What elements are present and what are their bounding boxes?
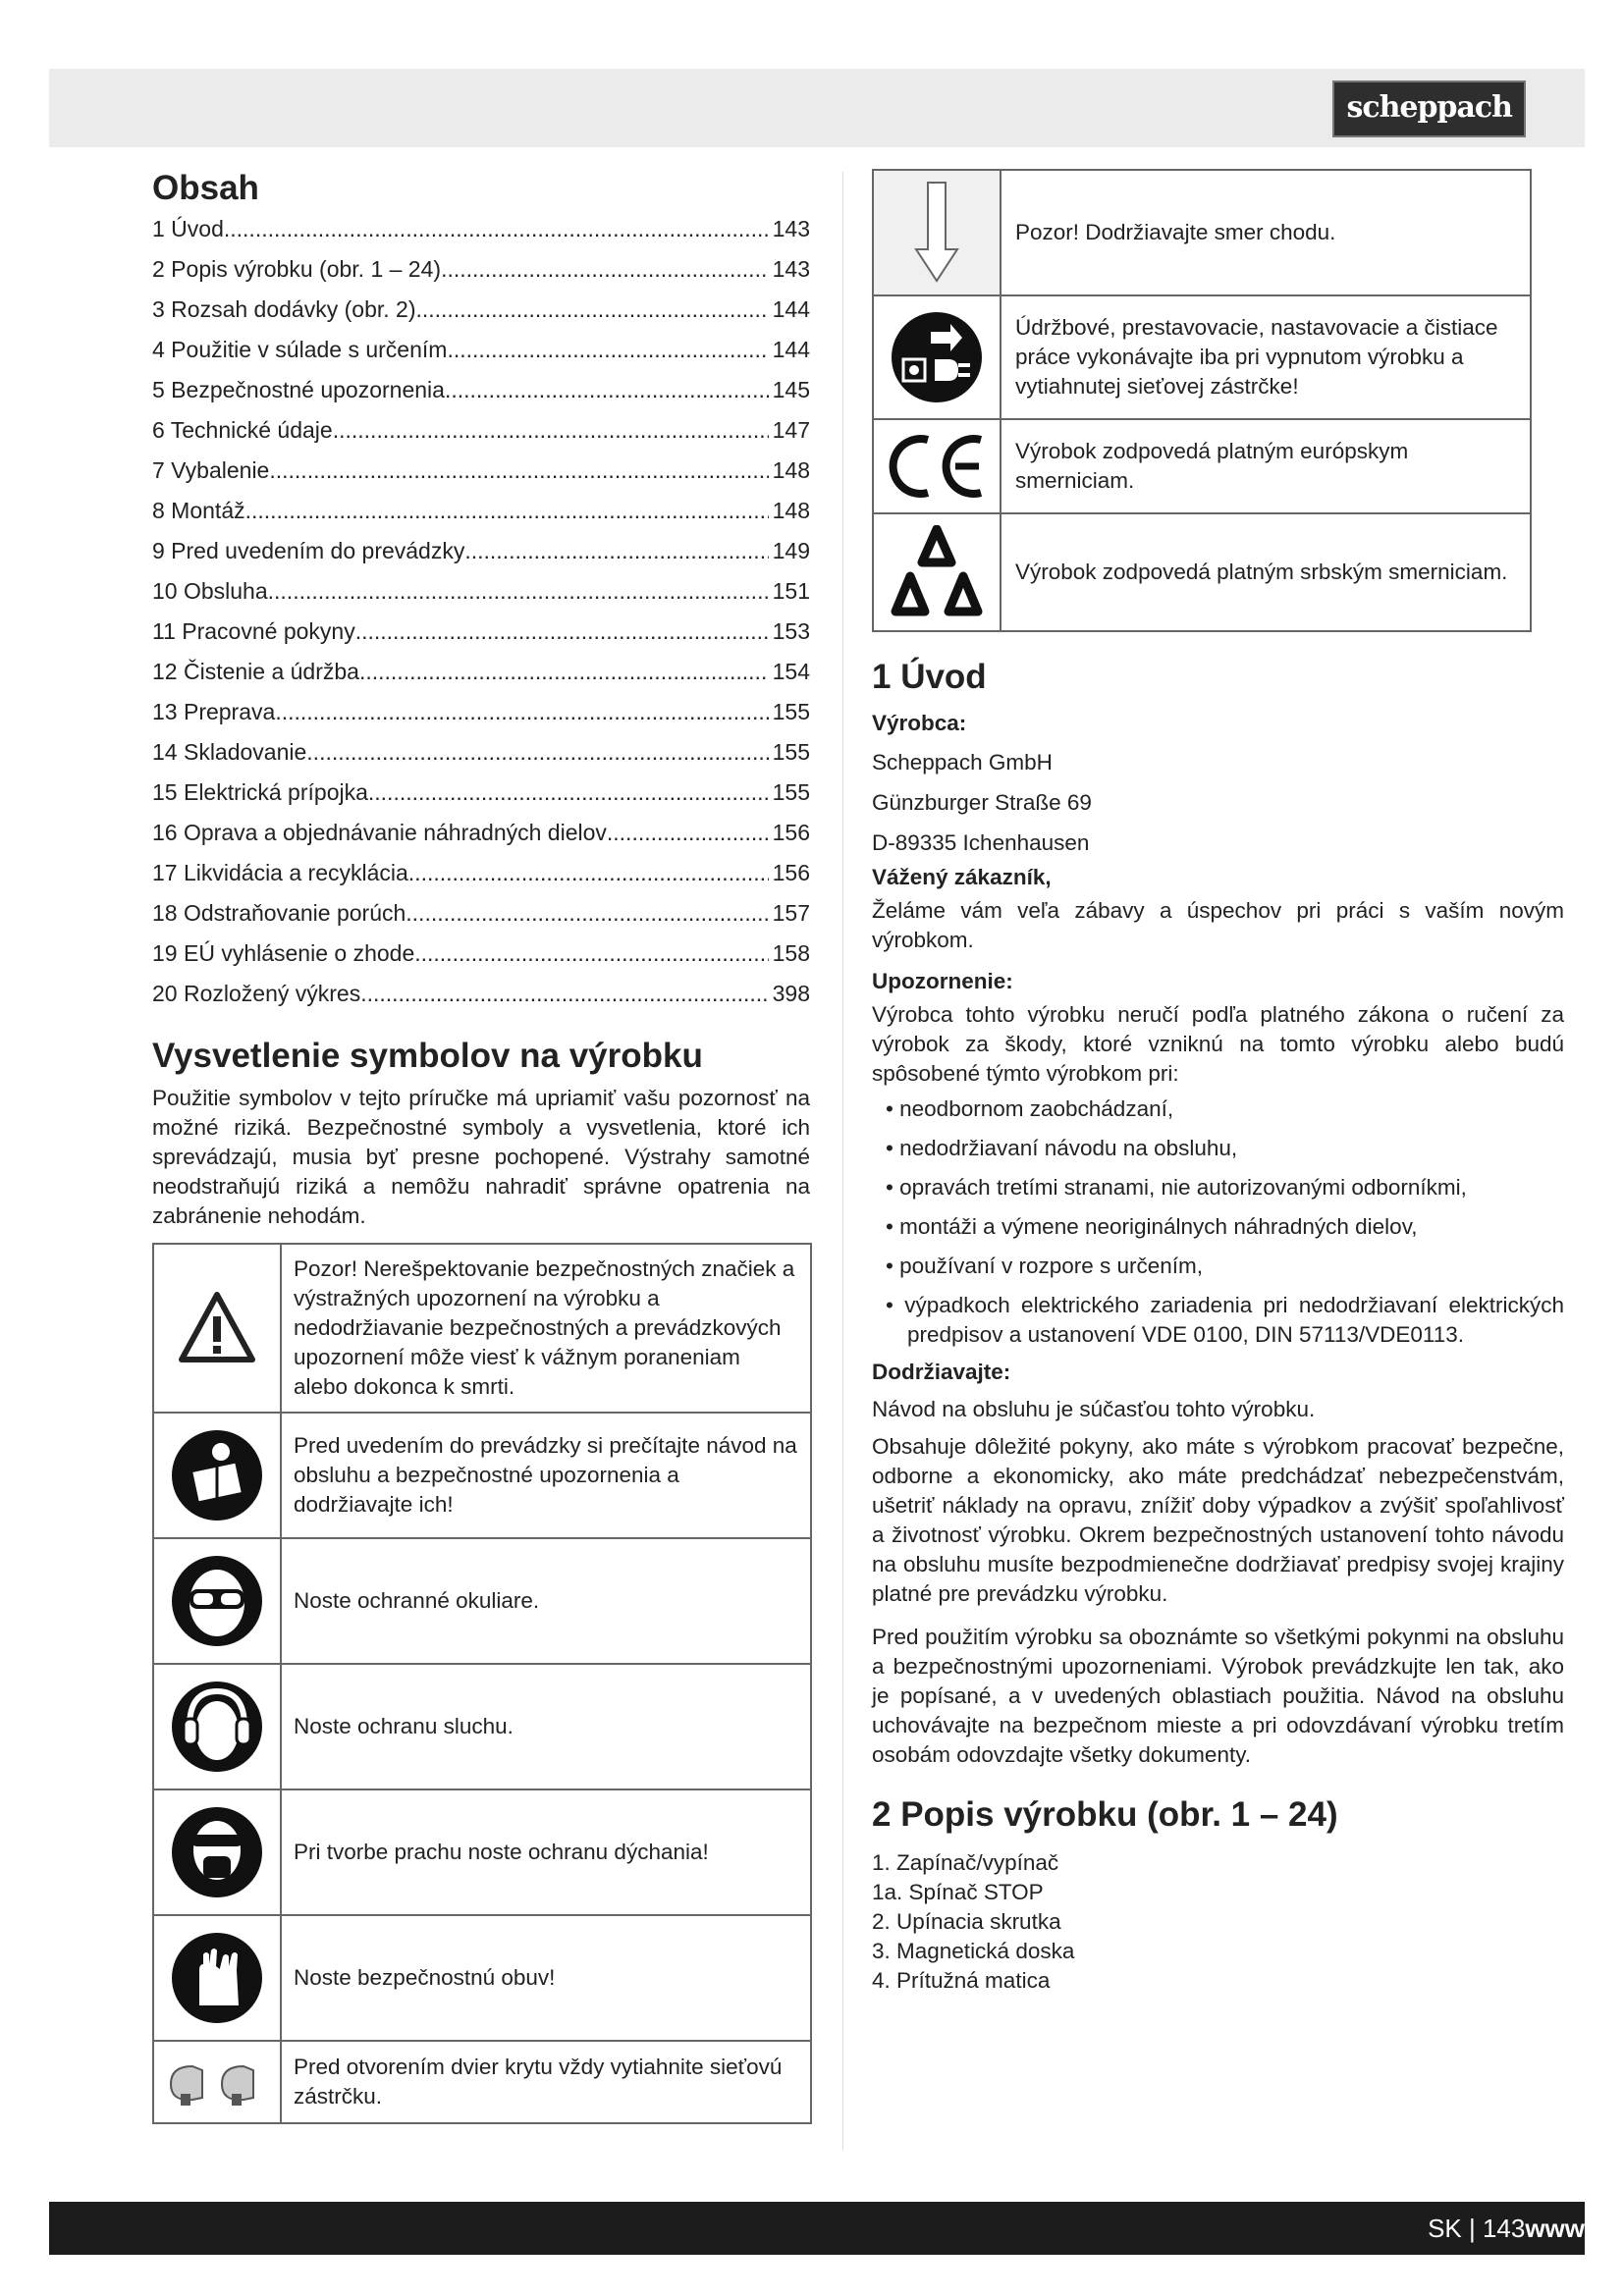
toc-item[interactable] [152,940,810,981]
symbol-text: Noste ochranné okuliare. [281,1538,811,1664]
toc-leader-dots [268,578,769,605]
toc-leader-dots [275,699,768,725]
toc-item-page: 145 [772,377,810,402]
manufacturer-name: Scheppach GmbH [872,750,1053,774]
symbol-text: Údržbové, prestavovacie, nastavovacie a čistiace práce vykonávajte iba pri vypnutom výrobku a vytiahnutej sieťovej zástrčke! [1001,295,1531,419]
scheppach-logo: scheppach [1332,80,1526,137]
toc-title: Obsah [152,169,259,207]
toc-item-page: 157 [772,900,810,926]
list-item: 4. Prítužná matica [872,1968,1051,1993]
header-bar [49,69,1585,147]
toc-item-title: 20 Rozložený výkres [152,981,361,1006]
column-divider [842,172,843,2150]
toc-item-title: 6 Technické údaje [152,417,333,443]
symbols-table-right [872,169,1532,632]
toc-item[interactable] [152,538,810,578]
toc-item[interactable] [152,739,810,779]
toc-item[interactable] [152,900,810,940]
toc-item-page: 151 [772,578,810,604]
toc-leader-dots [368,779,769,806]
toc-item-page: 156 [772,820,810,845]
toc-item-title: 9 Pred uvedením do prevádzky [152,538,465,563]
read-manual-icon [153,1413,281,1538]
toc-leader-dots [333,417,769,444]
toc-item[interactable] [152,417,810,457]
symbol-row [873,419,1531,513]
toc-item-page: 149 [772,538,810,563]
toc-leader-dots [447,337,768,363]
list-item: • používaní v rozpore s určením, [872,1252,1564,1281]
toc-item[interactable] [152,216,810,256]
toc-item[interactable] [152,457,810,498]
toc-item[interactable] [152,618,810,659]
observe-paragraph-2: Obsahuje dôležité pokyny, ako máte s výrobkom pracovať bezpečne, odborne a ekonomicky, ako máte predchádzať nebezpečenstvám, ušetriť náklady na opravu, znížiť doby výpadkov a zvýšiť spoľahlivosť a životnosť výrobku. Okrem bezpečnostných ustanovení tohto návodu na obsluhu musíte bezpodmienečne dodržiavať predpisy svojej krajiny platné pre prevádzku výrobku. [872,1434,1564,1606]
symbol-text: Pozor! Dodržiavajte smer chodu. [1001,170,1531,295]
symbol-text: Pozor! Nerešpektovanie bezpečnostných značiek a výstražných upozornení na výrobku a nedodržiavanie bezpečnostných a prevádzkových upozornení môže viesť k vážnym poraneniam alebo dokonca k smrti. [281,1244,811,1413]
page-number [1428,2214,1585,2244]
symbol-text: Výrobok zodpovedá platným srbským smerniciam. [1001,513,1531,631]
toc-item-page: 148 [772,457,810,483]
symbol-row [153,1915,811,2041]
symbols-table [152,1243,812,2124]
toc-item-page: 143 [772,216,810,241]
toc-item-page: 155 [772,699,810,724]
toc-item-page: 155 [772,739,810,765]
toc-item-page: 155 [772,779,810,805]
toc-item-title: 16 Oprava a objednávanie náhradných dielov [152,820,607,845]
toc-item-title: 10 Obsluha [152,578,268,604]
symbol-text: Pred otvorením dvier krytu vždy vytiahnite sieťovú zástrčku. [281,2041,811,2123]
toc-item-page: 153 [772,618,810,644]
symbol-row [153,2041,811,2123]
toc-item[interactable] [152,779,810,820]
page-label: SK | 143 [1428,2214,1526,2243]
toc-leader-dots [445,377,769,403]
toc-item-title: 5 Bezpečnostné upozornenia [152,377,445,402]
toc-item-page: 158 [772,940,810,966]
list-item: • montáži a výmene neoriginálnych náhradných dielov, [872,1212,1564,1242]
toc-item-title: 8 Montáž [152,498,245,523]
dear-label: Vážený zákazník, [872,865,1052,889]
toc-item[interactable] [152,578,810,618]
toc-leader-dots [359,659,769,685]
toc-item[interactable] [152,377,810,417]
symbol-row [153,1413,811,1538]
toc-item[interactable] [152,256,810,296]
toc-item-title: 12 Čistenie a údržba [152,659,359,684]
list-item: • opravách tretími stranami, nie autorizovanými odborníkmi, [872,1173,1564,1202]
toc-leader-dots [245,498,769,524]
toc-leader-dots [355,618,769,645]
symbols-intro: Použitie symbolov v tejto príručke má upriamiť vašu pozornosť na možné riziká. Bezpečnostné symboly a vysvetlenia, ktoré ich sprevádzajú, musia byť presne pochopené. Výstrahy samotné neodstraňujú riziká a nemôžu nahradiť správne opatrenia na zabránenie nehodám. [152,1086,810,1228]
toc-item-page: 148 [772,498,810,523]
symbol-text: Pred uvedením do prevádzky si prečítajte návod na obsluhu a bezpečnostné upozornenia a dodržiavajte ich! [281,1413,811,1538]
symbol-row [873,295,1531,419]
respirator-icon [153,1789,281,1915]
toc-leader-dots [414,940,768,967]
toc-leader-dots [408,860,769,886]
manufacturer-label: Výrobca: [872,711,967,735]
list-item: • výpadkoch elektrického zariadenia pri nedodržiavaní elektrických predpisov a ustanovení VDE 0100, DIN 57113/VDE0113. [872,1291,1564,1350]
list-item: 1. Zapínač/vypínač [872,1850,1059,1875]
ear-protection-icon [153,1664,281,1789]
toc-leader-dots [607,820,769,846]
symbol-text: Noste ochranu sluchu. [281,1664,811,1789]
toc-item-page: 398 [772,981,810,1006]
observe-paragraph-3: Pred použitím výrobku sa oboznámte so všetkými pokynmi na obsluhu a bezpečnostnými upozorneniami. Výrobok prevádzkujte len tak, ako je popísané, a v uvedených oblastiach použitia. Návod na obsluhu uchovávajte na bezpečnom mieste a pri odovzdávaní výrobku tretím osobám odovzdajte všetky dokumenty. [872,1625,1564,1767]
toc-leader-dots [360,981,768,1007]
manufacturer-street: Günzburger Straße 69 [872,790,1092,815]
toc-item-title: 3 Rozsah dodávky (obr. 2) [152,296,416,322]
observe-paragraph-1: Návod na obsluhu je súčasťou tohto výrobku. [872,1397,1316,1421]
liability-list [872,1095,1564,1350]
direction-arrow-icon [873,170,1001,295]
toc-item-page: 154 [772,659,810,684]
toc-leader-dots [464,538,768,564]
symbol-row [153,1538,811,1664]
right-column [872,169,1564,1996]
toc-item-title: 2 Popis výrobku (obr. 1 – 24) [152,256,442,282]
symbol-row [153,1664,811,1789]
toc-item-page: 156 [772,860,810,885]
toc-leader-dots [441,256,769,283]
serbian-conformity-icon [873,513,1001,631]
toc-item-title: 18 Odstraňovanie porúch [152,900,406,926]
list-item: • neodbornom zaobchádzaní, [872,1095,1564,1124]
toc-leader-dots [224,216,769,242]
symbol-row [873,170,1531,295]
symbol-text: Pri tvorbe prachu noste ochranu dýchania! [281,1789,811,1915]
symbol-row [153,1789,811,1915]
toc-item-page: 144 [772,296,810,322]
symbols-title: Vysvetlenie symbolov na výrobku [152,1037,703,1075]
url-fragment: www [1525,2214,1585,2243]
toc-item[interactable] [152,860,810,900]
toc-item-title: 17 Likvidácia a recyklácia [152,860,408,885]
footer-bar [49,2202,1585,2255]
toc-item-title: 13 Preprava [152,699,276,724]
toc-item-page: 143 [772,256,810,282]
unplug-icon [153,2041,281,2123]
toc-item[interactable] [152,659,810,699]
list-item: 1a. Spínač STOP [872,1880,1044,1904]
list-item: 2. Upínacia skrutka [872,1909,1061,1934]
toc-item[interactable] [152,699,810,739]
toc-leader-dots [415,296,768,323]
toc-item[interactable] [152,981,810,1021]
observe-label: Dodržiavajte: [872,1360,1011,1384]
toc-item-title: 4 Použitie v súlade s určením [152,337,448,362]
gloves-icon [153,1915,281,2041]
safety-goggles-icon [153,1538,281,1664]
left-column [152,169,810,2124]
toc-item-title: 15 Elektrická prípojka [152,779,368,805]
warning-triangle-icon [153,1244,281,1413]
list-item: 3. Magnetická doska [872,1939,1075,1963]
toc-item[interactable] [152,296,810,337]
toc-item[interactable] [152,820,810,860]
notice-text: Výrobca tohto výrobku neručí podľa platného zákona o ručení za výrobok za škody, ktoré vzniknú na tomto výrobku alebo budú spôsobené týmto výrobkom pri: [872,1002,1564,1086]
list-item: • nedodržiavaní návodu na obsluhu, [872,1134,1564,1163]
toc-item[interactable] [152,337,810,377]
toc-leader-dots [406,900,768,927]
toc-leader-dots [269,457,768,484]
toc-item-title: 7 Vybalenie [152,457,270,483]
unplug-before-maintenance-icon [873,295,1001,419]
notice-label: Upozornenie: [872,969,1013,993]
dear-text: Želáme vám veľa zábavy a úspechov pri práci s vaším novým výrobkom. [872,898,1564,952]
toc-item-page: 144 [772,337,810,362]
toc-item-title: 11 Pracovné pokyny [152,618,355,644]
toc-item-title: 14 Skladovanie [152,739,307,765]
symbol-text: Noste bezpečnostnú obuv! [281,1915,811,2041]
intro-title: 1 Úvod [872,658,987,696]
ce-mark-icon [873,419,1001,513]
manufacturer-city: D-89335 Ichenhausen [872,830,1090,855]
toc-item-title: 19 EÚ vyhlásenie o zhode [152,940,415,966]
symbol-row [153,1244,811,1413]
symbol-row [873,513,1531,631]
symbol-text: Výrobok zodpovedá platným európskym smerniciam. [1001,419,1531,513]
toc-leader-dots [306,739,768,766]
toc-item[interactable] [152,498,810,538]
toc-item-page: 147 [772,417,810,443]
toc-item-title: 1 Úvod [152,216,224,241]
product-parts-list [872,1848,1564,1996]
product-title: 2 Popis výrobku (obr. 1 – 24) [872,1795,1338,1834]
toc-list [152,216,810,1021]
